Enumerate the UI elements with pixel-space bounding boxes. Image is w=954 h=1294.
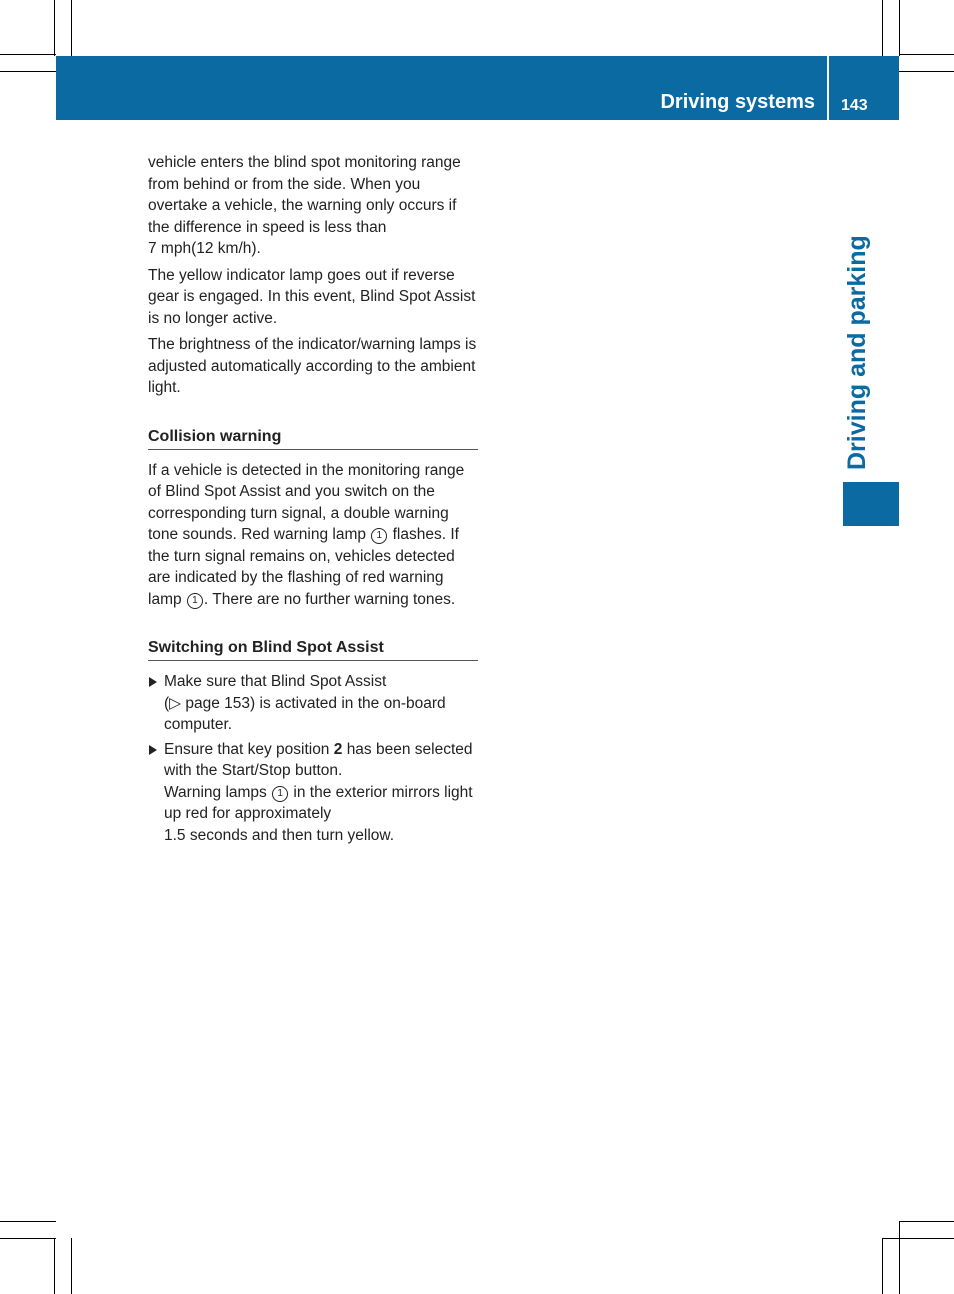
switching-on-heading: Switching on Blind Spot Assist: [148, 638, 478, 661]
crop-mark: [71, 0, 72, 56]
crop-mark: [899, 1221, 900, 1294]
crop-mark: [0, 1221, 56, 1222]
section-title: Driving systems: [660, 91, 815, 113]
list-item: Ensure that key position 2 has been selected with the Start/Stop button. Warning lamps 1 in the exterior mirrors light up red for approximately 1.5 seconds and then turn yellow.: [148, 739, 478, 847]
crop-mark: [71, 1238, 72, 1294]
marker-1-icon: 1: [371, 528, 387, 544]
bullet-arrow-icon: [149, 745, 157, 755]
crop-mark: [899, 54, 954, 55]
header-divider: [827, 56, 829, 120]
crop-mark: [899, 71, 954, 72]
intro-paragraph: vehicle enters the blind spot monitoring range from behind or from the side. When you overtake a vehicle, the warning only occurs if the difference in speed is less than 7 mph(12 km/h).: [148, 154, 461, 257]
reverse-gear-paragraph: The yellow indicator lamp goes out if reverse gear is engaged. In this event, Blind Spot Assist is no longer active.: [148, 266, 476, 327]
chapter-tab-marker: [843, 482, 899, 526]
page-number: 143: [841, 97, 868, 114]
crop-mark: [882, 1238, 954, 1239]
collision-warning-heading: Collision warning: [148, 427, 478, 450]
crop-mark: [54, 1238, 55, 1294]
bullet-arrow-icon: [149, 677, 157, 687]
main-content: [148, 152, 478, 849]
list-item: Make sure that Blind Spot Assist (▷ page 153) is activated in the on-board computer.: [148, 671, 478, 736]
crop-mark: [882, 1238, 883, 1294]
brightness-paragraph: The brightness of the indicator/warning lamps is adjusted automatically according to the ambient light.: [148, 336, 477, 396]
page-reference: (▷ page 153) is activated in the on-board computer.: [164, 694, 446, 733]
marker-1-icon: 1: [187, 593, 203, 609]
crop-mark: [0, 54, 56, 55]
instruction-list: [148, 671, 478, 846]
collision-warning-paragraph: If a vehicle is detected in the monitoring range of Blind Spot Assist and you switch on the corresponding turn signal, a double warning tone sounds. Red warning lamp 1 flashes. If the turn signal remains on, vehicles detected are indicated by the flashing of red warning lamp 1 . There are no further warning tones.: [148, 461, 465, 608]
crop-mark: [54, 0, 55, 56]
page-header: [56, 56, 899, 120]
marker-1-icon: 1: [272, 786, 288, 802]
crop-mark: [899, 0, 900, 56]
crop-mark: [0, 71, 56, 72]
key-position: 2: [333, 740, 343, 758]
crop-mark: [899, 1221, 954, 1222]
chapter-tab-label: Driving and parking: [843, 235, 871, 470]
crop-mark: [882, 0, 883, 56]
crop-mark: [0, 1238, 56, 1239]
